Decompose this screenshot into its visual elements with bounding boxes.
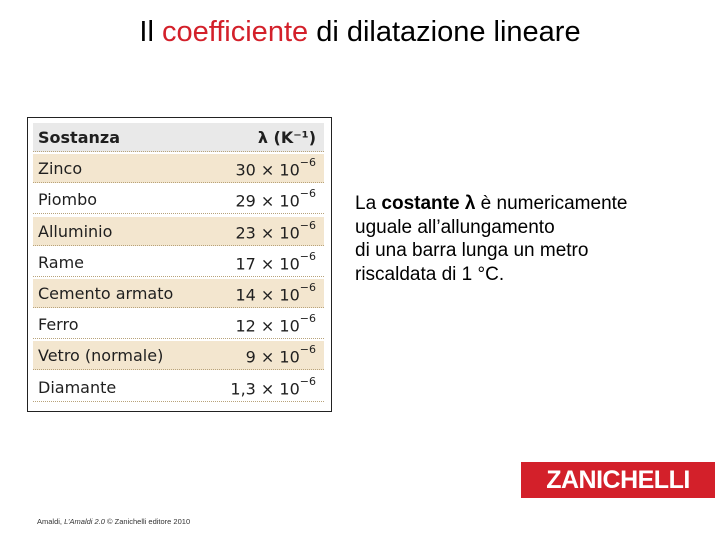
- table-row: [33, 248, 324, 277]
- substance-name: Vetro (normale): [38, 346, 164, 366]
- lambda-value: [235, 249, 316, 274]
- lambda-exponent: −6: [299, 343, 316, 357]
- lambda-value: [245, 343, 316, 367]
- lambda-mantissa: 30 × 10: [235, 160, 300, 180]
- description-line-3: di una barra lunga un metro: [355, 240, 589, 261]
- table-row: [33, 154, 324, 183]
- substance-name: Rame: [38, 252, 84, 272]
- table-body: [33, 123, 324, 404]
- description-line-1: [355, 192, 715, 216]
- row-divider: [33, 181, 324, 183]
- table-header-row: [33, 123, 324, 152]
- row-divider: [33, 306, 324, 308]
- credit-author: Amaldi,: [37, 517, 65, 526]
- header-substance: Sostanza: [38, 128, 120, 147]
- substance-name: Cemento armato: [38, 284, 174, 303]
- substance-name: Diamante: [38, 377, 117, 397]
- title-highlight: coefficiente: [161, 16, 309, 48]
- lambda-value: [235, 218, 316, 242]
- lambda-mantissa: 17 × 10: [235, 254, 300, 274]
- desc-bold-term: costante λ: [381, 193, 476, 214]
- table-row: [33, 310, 324, 339]
- row-divider: [33, 244, 324, 246]
- table-row: [33, 373, 324, 402]
- credit-rest: © Zanichelli editore 2010: [104, 517, 191, 526]
- lambda-exponent: −6: [299, 312, 316, 326]
- slide-title: [0, 14, 720, 50]
- row-divider: [33, 337, 324, 339]
- lambda-exponent: −6: [299, 156, 316, 170]
- table-row: [33, 279, 324, 308]
- lambda-exponent: −6: [299, 187, 316, 201]
- lambda-exponent: −6: [299, 281, 316, 294]
- lambda-mantissa: 12 × 10: [235, 316, 300, 336]
- lambda-value: [235, 312, 316, 336]
- expansion-coefficient-table: [27, 117, 332, 412]
- title-suffix: di dilatazione lineare: [308, 16, 581, 48]
- lambda-mantissa: 1,3 × 10: [230, 378, 300, 398]
- zanichelli-logo: ZANICHELLI: [521, 462, 715, 498]
- header-lambda: λ (K⁻¹): [257, 128, 316, 147]
- description-text: [355, 192, 715, 286]
- desc-part: è numericamente: [475, 193, 628, 214]
- desc-part: La: [355, 193, 382, 214]
- row-divider: [33, 368, 324, 370]
- table-row: [33, 341, 324, 370]
- lambda-exponent: −6: [299, 218, 316, 232]
- row-divider: [33, 212, 324, 214]
- substance-name: Zinco: [38, 159, 83, 179]
- row-divider: [33, 150, 324, 152]
- lambda-exponent: −6: [299, 249, 316, 263]
- row-divider: [33, 275, 324, 277]
- substance-name: Ferro: [38, 315, 79, 335]
- description-line-2: uguale all’allungamento: [355, 216, 555, 238]
- lambda-mantissa: 9 × 10: [245, 347, 300, 367]
- copyright-credit: [37, 517, 190, 526]
- description-line-4: riscaldata di 1 °C.: [355, 263, 505, 285]
- lambda-value: [235, 187, 316, 211]
- table-row: [33, 217, 324, 246]
- lambda-mantissa: 23 × 10: [235, 222, 300, 242]
- credit-work: L’Amaldi 2.0: [64, 517, 105, 526]
- lambda-exponent: −6: [299, 374, 316, 388]
- lambda-mantissa: 14 × 10: [235, 285, 300, 305]
- lambda-mantissa: 29 × 10: [235, 191, 300, 211]
- substance-name: Piombo: [38, 190, 98, 210]
- lambda-value: [235, 281, 316, 305]
- lambda-value: [230, 374, 316, 398]
- substance-name: Alluminio: [38, 221, 113, 241]
- table-row: [33, 185, 324, 214]
- lambda-value: [235, 156, 316, 180]
- row-divider: [33, 400, 324, 402]
- title-prefix: Il: [139, 16, 162, 48]
